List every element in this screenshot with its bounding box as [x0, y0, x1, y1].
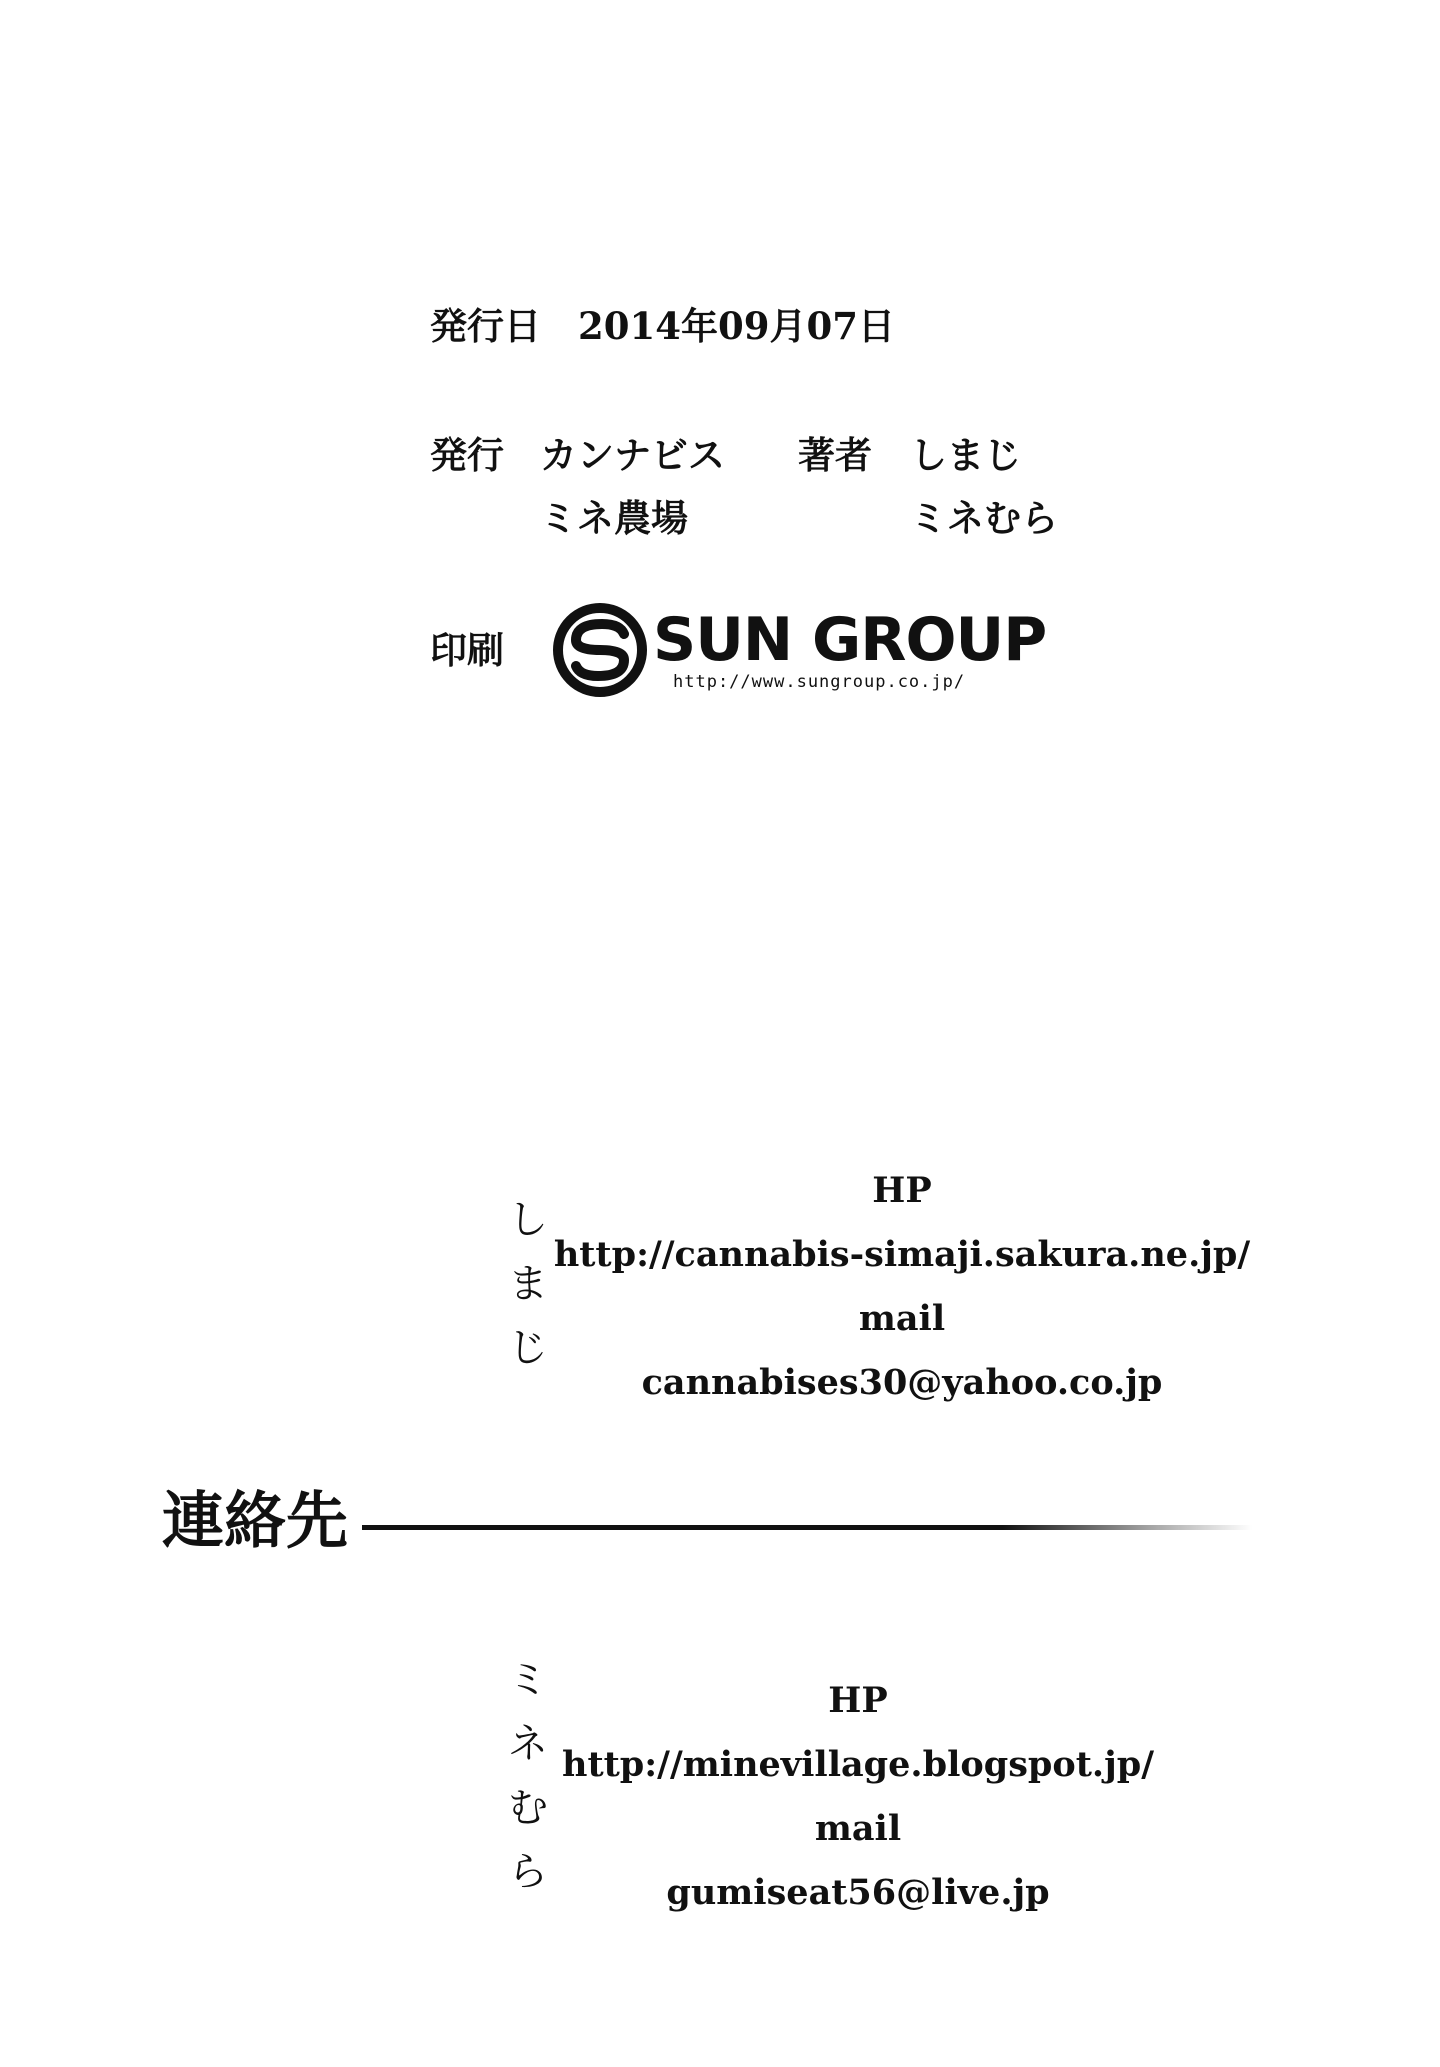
contact-name-char: ミ — [508, 1657, 548, 1703]
contact-entry-2 — [408, 1680, 1308, 1930]
email-address[interactable]: cannabises30@yahoo.co.jp — [641, 1362, 1163, 1403]
email-address[interactable]: gumiseat56@live.jp — [666, 1872, 1050, 1913]
contact-name-char: ら — [508, 1849, 548, 1895]
publish-date-label: 発行日 — [430, 304, 541, 348]
mail-label: mail — [858, 1298, 946, 1339]
mail-label: mail — [814, 1808, 902, 1849]
contact-name-char: ネ — [508, 1721, 548, 1767]
contact-name-char: む — [508, 1785, 548, 1831]
contact-name-char: ま — [508, 1261, 548, 1307]
author-name-2: ミネむら — [910, 496, 1058, 540]
sun-group-logo-mark-icon — [550, 600, 650, 700]
publisher-label: 発行 — [430, 433, 504, 477]
printer-url: http://www.sungroup.co.jp/ — [673, 672, 966, 692]
publisher-circle-2: ミネ農場 — [540, 496, 688, 540]
contact-entry-1 — [452, 1170, 1352, 1420]
author-name-1: しまじ — [910, 433, 1021, 477]
printer-logo — [550, 600, 1047, 700]
heading-rule — [362, 1525, 1252, 1530]
publish-date-value: 2014年09月07日 — [578, 304, 895, 348]
hp-label: HP — [828, 1680, 888, 1721]
hp-label: HP — [872, 1170, 932, 1211]
hp-url[interactable]: http://cannabis-simaji.sakura.ne.jp/ — [553, 1234, 1251, 1275]
contact-name-char: し — [508, 1197, 548, 1243]
contact-heading: 連絡先 — [162, 1484, 349, 1557]
printer-label: 印刷 — [430, 628, 504, 672]
hp-url[interactable]: http://minevillage.blogspot.jp/ — [562, 1744, 1154, 1785]
author-label: 著者 — [798, 433, 872, 477]
publisher-circle-1: カンナビス — [540, 433, 725, 477]
contact-name-char: じ — [508, 1325, 548, 1371]
printer-logo-text: SUN GROUP — [653, 605, 1047, 675]
